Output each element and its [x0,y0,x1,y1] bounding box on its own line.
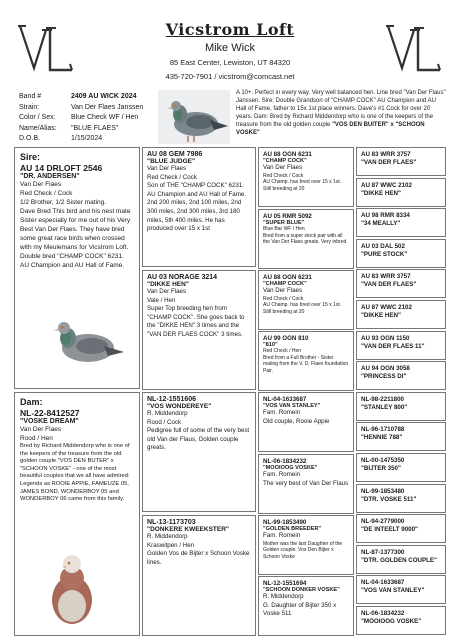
gen4-box [356,239,446,268]
ancestor-name: "DIKKE HEN" [361,189,401,197]
ancestor-name: "DIKKE HEN" [361,312,401,319]
ancestor-band: AU 05 RMR 5092 [263,213,312,220]
gen3-box [258,209,354,269]
ancestor-band: NL-04-1633687 [361,579,405,587]
gen2-box [142,270,256,390]
logo-right [384,20,444,78]
gen3-box [258,515,354,575]
ancestor-name: "VAN DER FLAES 11" [361,342,425,350]
gen4-box [356,208,446,237]
ancestor-name: "DTR. GOLDEN COUPLE" [361,556,437,564]
ancestor-text: Son of THE "CHAMP COCK" 6231. AU Champion and AU Hall of Fame. 2nd 200 miles, 2nd 100 miles, 2nd 300 miles, 2nd 300 miles, 3rd 180 miles, 5th 400 miles. He has produced over 15 x 1st [147,182,247,233]
gen4-box [356,300,446,329]
sire-heading: Sire: [20,152,41,162]
ancestor-text: AU Champ. has bred over 15 x 1st. Still breeding at 20 [263,302,342,315]
gen2-box [142,147,256,267]
ancestor-line: The very best of Van Der Flaus [263,479,349,487]
dam-text: Bred by Richard Middendorp who is one of the keepers of the treasure from the old golden couple "VOS DEN BUTER" x "SCHOON VOSKE" - one of the most beautiful couples that we all have admired: Legends as ROOIE APPIE, FAMEUZE 05, JAMES BOND, WONDERBOY 05 and WONDERBOY 06 came from this family. [20,443,130,503]
ancestor-text: Golden Vos de Bijter x Schoon Voske lines. [147,550,250,566]
ancestor-band: AU 99 OGN 810 [263,335,309,342]
ancestor-line: Kraswitpen / Hen [147,541,195,549]
ancestor-line: Fam. Romein [263,409,301,416]
ancestor-band: NL-13-1173703 [147,519,196,526]
ancestor-band: NL-12-1551606 [147,396,197,403]
ancestor-name: "810" [263,342,278,348]
info-value: 1/15/2024 [71,135,103,142]
info-label: Band # [19,93,42,100]
ancestor-line: Rood / Cock [147,418,182,426]
ancestor-text: Blue Bar WF / Hen [263,226,305,232]
gen3-box [258,147,354,207]
ancestor-band: NL-99-1853490 [263,519,307,526]
ancestor-line: G. Daughter of Bijter 350 x Voske 511 [263,601,337,618]
sire-text: Dave Bred This bird and his nest mate Sister especially for me out of his Very Best Van Der Flaes. They have bred some great race birds when crossed with my Meulemans for Vicstrom Loft. Double bred "CHAMP COCK" 6231. AU Champion and AU Hall of Fame. [20,208,131,269]
ancestor-name: "CHAMP COCK" [263,281,307,287]
ancestor-name: "MOOIOOG VOSKE" [361,618,422,625]
gen4-box [356,606,446,635]
ancestor-line: Red Check / Cock [147,173,197,181]
sire-photo [46,310,126,372]
pigeon-icon [158,90,230,144]
ancestor-name: "VAN DER FLAES" [361,159,417,166]
dam-name: "VOSKE DREAM" [20,418,79,425]
pigeon-icon [36,548,108,632]
ancestor-line: Old couple, Rooie Appie [263,417,330,425]
gen4-box [356,147,446,176]
info-value: "BLUE FLAES" [71,124,119,132]
ancestor-band: AU 88 OGN 6231 [263,151,312,158]
ancestor-band: NL-99-1853480 [361,487,405,495]
ancestor-band: NL-98-2211800 [361,395,404,403]
ancestor-text: Mother was the last Daughter of the Golden couple. Vos Den Bijter x Schoon Voske [263,540,343,560]
ancestor-name: "SCHOON DONKER VOSKE" [263,587,340,593]
dam-line: Van Der Flaes [20,426,62,433]
ancestor-band: NL-96-1710788 [361,426,405,434]
bird-photo [158,90,230,144]
ancestor-name: "VAN DER FLAES" [361,281,417,289]
ancestor-text: Red Check / Cock [263,172,304,179]
dam-band: NL-22-8412527 [20,408,80,418]
gen4-box [356,392,446,421]
ancestor-band: AU 83 WRR 3757 [361,273,411,281]
vl-logo-icon [16,20,76,78]
dam-photo [36,548,108,632]
gen4-box [356,422,446,451]
info-label: Strain: [19,103,40,111]
info-row [19,92,153,103]
ancestor-text: AU Champ. has bred over 15 x 1st. Still breeding at 20 [263,179,342,192]
info-row [19,113,153,124]
gen4-box [356,484,446,513]
ancestor-name: "MOOIOOG VOSKE" [263,465,318,471]
ancestor-name: "SUPER BLUE" [263,220,305,226]
ancestor-name: "HENNIE 788" [361,434,403,442]
gen3-box [258,454,354,514]
ancestor-name: "STANLEY 800" [361,403,408,411]
ancestor-text: Bred from a super stock pair with all the Van Der Flaes greats. Very inbred [263,232,347,246]
ancestor-name: "DIKKE HEN" [147,281,189,288]
ancestor-line: Fam. Romein [263,471,301,478]
ancestor-band: NL-06-1834232 [361,610,405,617]
sire-line: Van Der Flaes [20,181,62,188]
gen4-box [356,514,446,543]
ancestor-name: "VOS VAN STANLEY" [361,587,425,595]
gen3-box [258,331,354,391]
gen4-box [356,269,446,298]
gen4-box [356,361,446,390]
gen4-box [356,545,446,574]
info-value: Blue Check WF / Hen [71,114,139,121]
info-label: Color / Sex: [19,114,56,121]
ancestor-name: "BLUE JUDGE" [147,158,196,165]
ancestor-name: "GOLDEN BREEDER" [263,526,322,532]
ancestor-text: Super Top breeding hen from "CHAMP COCK". She goes back to the "DIKKE HEN" 3 times and the "VAN DER FLAES COCK" 3 times. [147,305,245,338]
ancestor-line: Van Der Flaes [263,164,303,171]
gen3-box [258,270,354,330]
ancestor-band: NL-87-1377300 [361,548,405,556]
ancestor-name: "DONKERE KWEEKSTER" [147,526,230,533]
address: 85 East Center, Lewiston, UT 84320 [169,58,291,67]
ancestor-band: AU 94 OGN 3058 [361,365,410,373]
pigeon-icon [46,310,126,372]
bird-info-table [19,92,153,145]
info-row [19,134,153,145]
ancestor-line: Van Der Flaes [147,288,187,295]
ancestor-line: Van Der Flaes [147,165,187,172]
info-value: Van Der Flaes Janssen [71,103,144,111]
ancestor-band: AU 03 NORAGE 3214 [147,274,218,281]
gen3-box [258,576,354,636]
dam-heading: Dam: [20,397,43,407]
sire-line: Red Check / Cock [20,190,73,197]
vl-logo-icon [384,20,444,78]
ancestor-name: "DTR. VOSKE 511" [361,495,417,503]
info-row [19,103,153,114]
ancestor-band: AU 98 RMR 8334 [361,212,410,220]
dam-line: Rood / Hen [20,435,53,442]
ancestor-text: Red Check / Cock [263,295,304,302]
info-label: Name/Alias: [19,124,57,132]
ancestor-name: "PURE STOCK" [361,250,408,258]
logo-left [16,20,76,78]
info-label: D.O.B. [19,135,41,142]
gen4-box [356,453,446,482]
ancestor-band: AU 88 OGN 6231 [263,274,312,281]
contact-info: 435-720-7901 / vicstrom@comcast.net [165,72,295,81]
ancestor-band: AU 08 GEM 7986 [147,151,203,158]
ancestor-line: R. Middendorp [147,533,188,540]
gen2-box [142,515,256,636]
sire-name: "DR. ANDERSEN" [20,173,80,180]
sire-band: AU 14 DRLOFT 2546 [20,163,103,173]
gen2-box [142,392,256,512]
ancestor-band: NL-04-1633687 [263,396,307,403]
ancestor-name: "VOS WONDEREYE" [147,403,212,410]
gen4-box [356,331,446,360]
ancestor-line: R. Middendorp [147,410,188,417]
ancestor-name: "CHAMP COCK" [263,158,307,164]
ancestor-name: "PRINCESS DI" [361,373,407,381]
ancestor-band: AU 87 WWC 2102 [361,181,412,189]
gen4-box [356,575,446,604]
ancestor-band: AU 93 OGN 1150 [361,334,410,342]
ancestor-name: "DE INTEELT 9000" [361,526,418,534]
ancestor-text: Pedigree full of some of the very best old Van der Flaus, Golden couple greats. [147,427,250,452]
loft-name: Vicstrom Loft [165,20,295,39]
ancestor-band: AU 83 WRR 3757 [361,151,411,158]
ancestor-name: "34 MEALLY" [361,220,401,228]
ancestor-band: AU 03 DAL 502 [361,242,405,250]
info-value: 2409 AU WICK 2024 [71,93,137,100]
ancestor-line: Fam. Romein [263,532,301,539]
ancestor-line: Vale / Hen [147,296,176,304]
ancestor-band: NL-06-1834232 [263,458,307,465]
bird-description: A 10+. Perfect in every way. Very well balanced hen. Line bred "Van Der Flaus" Janssen. Sire: Double Grandson of "CHAMP COCK" AU Champion and AU Hall of Fame, father to 15x 1st place winners. Dave's #1 Cock for over 20 years. Dam: Bred by Richard Middendorp who is one of the keepers of the treasure from the old golden couple "VOS DEN BUITER" x "SCHOON VOSKE" [236,90,446,136]
ancestor-text: Bred from a Full Brother - Sister mating from the V. D. Flaes foundation Pair. [263,354,349,374]
ancestor-text: Red Check / Hen [263,348,302,354]
owner-name: Mike Wick [204,42,256,54]
ancestor-band: NL-00-1475350 [361,457,405,464]
ancestor-name: "BIJTER 350" [361,465,401,472]
gen4-box [356,178,446,207]
ancestor-line: Van Der Flaes [263,287,303,294]
sire-line: 1/2 Brother, 1/2 Sister mating. [20,199,106,206]
gen3-box [258,392,354,452]
info-row [19,124,153,135]
ancestor-band: NL-12-1551694 [263,580,307,587]
ancestor-name: "VOS VAN STANLEY" [263,403,321,409]
ancestor-line: R. Middendorp [263,593,304,600]
ancestor-band: NL-94-2779000 [361,518,405,526]
ancestor-band: AU 87 WWC 2102 [361,304,412,311]
